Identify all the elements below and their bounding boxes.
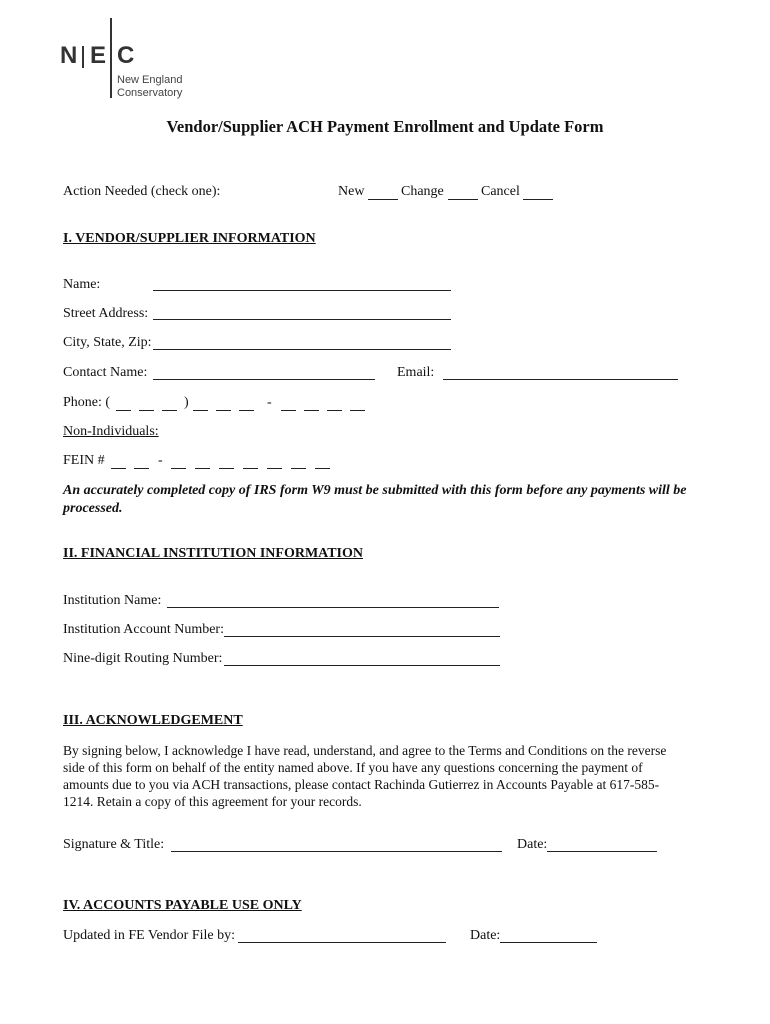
phone-digit[interactable] [139,410,154,411]
action-cancel-label: Cancel [481,184,520,199]
city-state-zip-field[interactable] [153,349,451,350]
phone-digit[interactable] [239,410,254,411]
phone-digit[interactable] [350,410,365,411]
logo-line-1: New England [117,74,183,86]
logo-divider [82,46,84,68]
fein-label: FEIN # [63,453,105,468]
signature-date-label: Date: [517,837,548,852]
updated-date-field[interactable] [500,942,597,943]
phone-separator: - [267,395,272,410]
account-number-label: Institution Account Number: [63,622,224,637]
institution-name-field[interactable] [167,607,499,608]
name-label: Name: [63,277,101,292]
phone-digit[interactable] [281,410,296,411]
non-individuals-label: Non-Individuals: [63,424,159,439]
name-field[interactable] [153,290,451,291]
section-3-heading: III. ACKNOWLEDGEMENT [63,713,243,728]
updated-by-label: Updated in FE Vendor File by: [63,928,236,943]
email-field[interactable] [443,379,678,380]
phone-digit[interactable] [304,410,319,411]
account-number-field[interactable] [224,636,500,637]
signature-date-field[interactable] [547,851,657,852]
fein-digit[interactable] [171,468,186,469]
fein-separator: - [158,453,163,468]
contact-name-label: Contact Name: [63,365,148,380]
routing-number-label: Nine-digit Routing Number: [63,651,223,666]
updated-date-label: Date: [470,928,501,943]
phone-digit[interactable] [327,410,342,411]
section-2-heading: II. FINANCIAL INSTITUTION INFORMATION [63,546,364,561]
phone-label: Phone: ( [63,395,111,410]
routing-number-field[interactable] [224,665,500,666]
w9-notice: An accurately completed copy of IRS form W9 must be submitted with this form before any payments will be processed. [63,483,687,516]
phone-close-paren: ) [184,395,189,410]
signature-title-label: Signature & Title: [63,837,165,852]
email-label: Email: [397,365,435,380]
fein-digit[interactable] [219,468,234,469]
logo-letter-n: N [60,42,78,69]
phone-digit[interactable] [116,410,131,411]
fein-digit[interactable] [134,468,149,469]
city-state-zip-label: City, State, Zip: [63,335,152,350]
updated-by-field[interactable] [238,942,446,943]
form-title: Vendor/Supplier ACH Payment Enrollment and Update Form [166,117,604,136]
fein-digit[interactable] [267,468,282,469]
action-new-label: New [338,184,365,199]
section-1-heading: I. VENDOR/SUPPLIER INFORMATION [63,231,316,246]
action-change-label: Change [401,184,444,199]
fein-digit[interactable] [315,468,330,469]
action-new-blank[interactable] [368,199,398,200]
logo-line-2: Conservatory [117,87,183,99]
phone-digit[interactable] [193,410,208,411]
logo-divider-long [110,18,112,98]
contact-name-field[interactable] [153,379,375,380]
logo-letter-c: C [117,42,135,69]
street-address-label: Street Address: [63,306,149,321]
acknowledgement-text: By signing below, I acknowledge I have read, understand, and agree to the Terms and Conditions on the reverse side of this form on behalf of the entity named above. If you have any questions concerning the payment of amounts due to you via ACH transactions, please contact Rachinda Gutierrez in Accounts Payable at 617-585-1214. Retain a copy of this agreement for your records. [63,743,667,809]
signature-title-field[interactable] [171,851,502,852]
fein-digit[interactable] [195,468,210,469]
institution-name-label: Institution Name: [63,593,162,608]
action-label: Action Needed (check one): [63,184,221,199]
fein-digit[interactable] [111,468,126,469]
action-change-blank[interactable] [448,199,478,200]
fein-digit[interactable] [243,468,258,469]
section-4-heading: IV. ACCOUNTS PAYABLE USE ONLY [63,898,302,913]
action-cancel-blank[interactable] [523,199,553,200]
phone-digit[interactable] [216,410,231,411]
fein-digit[interactable] [291,468,306,469]
street-address-field[interactable] [153,319,451,320]
phone-digit[interactable] [162,410,177,411]
logo-letter-e: E [90,42,107,69]
